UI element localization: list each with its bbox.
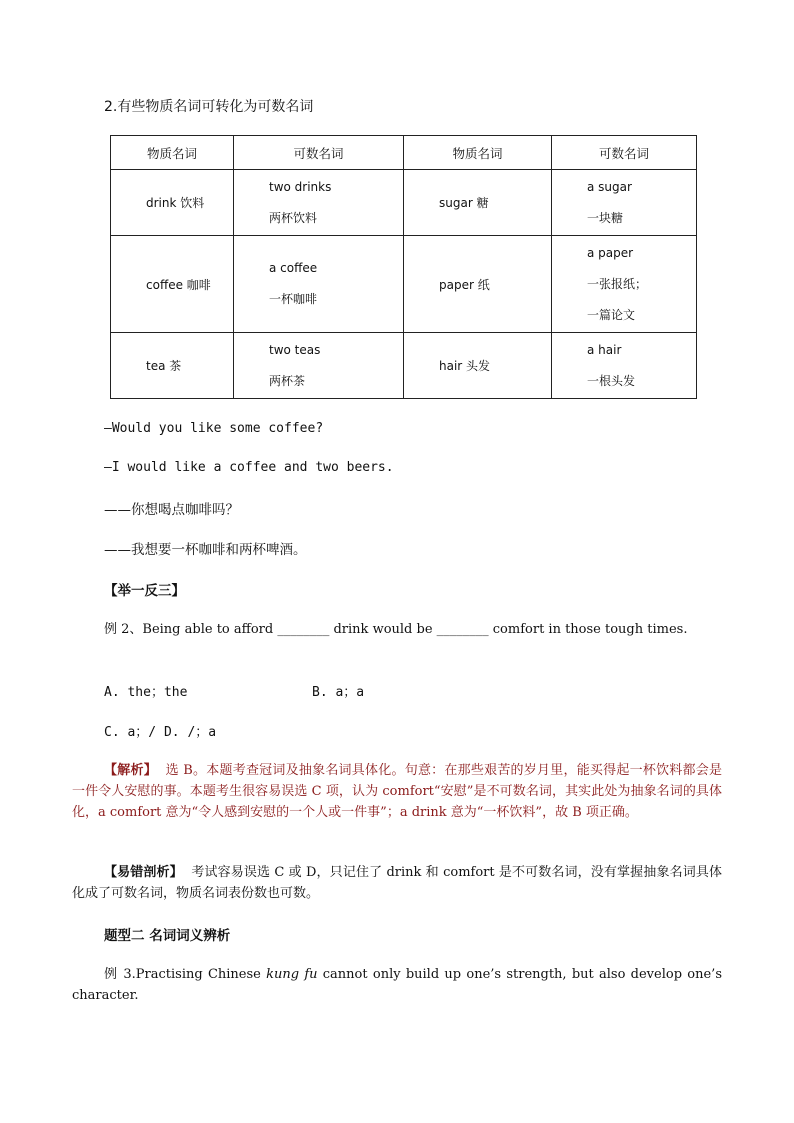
countable-cn: 一张报纸； <box>587 276 648 291</box>
countable-en: a hair <box>587 342 622 357</box>
material-cell: tea 茶 <box>111 333 234 399</box>
countable-en: a sugar <box>587 179 632 194</box>
example-2: 例 2、Being able to afford ________ drink would be ________ comfort in those tough times. <box>104 622 688 637</box>
dialogue-en-question: —Would you like some coffee? <box>104 421 324 436</box>
example-3-italic: kung fu <box>266 967 318 982</box>
example-3-suffix: cannot only build up one’s strength, but also develop one’s character. <box>72 967 722 1003</box>
countable-cell <box>552 236 697 333</box>
material-cell: paper 纸 <box>404 236 552 333</box>
option-c-d: C. a；/ D. /；a <box>104 725 217 740</box>
error-analysis-label: 【易错剖析】 <box>104 865 183 880</box>
header-material-1: 物质名词 <box>111 136 234 170</box>
type2-heading: 题型二 名词词义辨析 <box>104 928 231 944</box>
header-material-2: 物质名词 <box>404 136 552 170</box>
table-row <box>111 170 697 236</box>
table-row <box>111 333 697 399</box>
dialogue-cn-answer: ——我想要一杯咖啡和两杯啤酒。 <box>104 542 307 558</box>
countable-cn: 两杯茶 <box>269 373 306 388</box>
material-cell: coffee 咖啡 <box>111 236 234 333</box>
countable-cell <box>552 333 697 399</box>
countable-en: a coffee <box>269 261 318 275</box>
dialogue-en-answer: —I would like a coffee and two beers. <box>104 460 394 475</box>
countable-en: a paper <box>587 245 634 260</box>
countable-cn: 两杯饮料 <box>269 210 318 225</box>
countable-cn: 一杯咖啡 <box>269 292 318 306</box>
countable-cell <box>552 170 697 236</box>
option-a: A. the；the <box>104 685 188 700</box>
option-b: B. a；a <box>312 685 365 700</box>
countable-cell <box>234 333 404 399</box>
example-3 <box>72 964 722 1006</box>
error-analysis-paragraph <box>72 862 722 904</box>
countable-cn: 一块糖 <box>587 210 624 225</box>
countable-en: two drinks <box>269 179 332 194</box>
header-countable-2: 可数名词 <box>552 136 697 170</box>
countable-en: two teas <box>269 342 321 357</box>
countable-cell <box>234 236 404 333</box>
error-analysis-text: 考试容易误选 C 或 D，只记住了 drink 和 comfort 是不可数名词，没有掌握抽象名词具体化成了可数名词，物质名词表份数也可数。 <box>72 865 722 901</box>
material-cell: sugar 糖 <box>404 170 552 236</box>
analysis-text: 选 B。本题考查冠词及抽象名词具体化。句意：在那些艰苦的岁月里，能买得起一杯饮料都会是一件令人安慰的事。本题考生很容易误选 C 项，认为 comfort“安慰”是不可数名词，其实此处为抽象名词的具体化，a comfort 意为“令人感到安慰的一个人或一件事”；a drink 意为“一杯饮料”，故 B 项正确。 <box>72 763 722 820</box>
table-header-row <box>111 136 697 170</box>
material-cell: hair 头发 <box>404 333 552 399</box>
example-3-prefix: 例 3.Practising Chinese <box>104 967 267 982</box>
material-cell: drink 饮料 <box>111 170 234 236</box>
countable-cell <box>234 170 404 236</box>
countable-cn-2: 一篇论文 <box>587 307 636 322</box>
practice-heading: 【举一反三】 <box>104 583 185 599</box>
header-countable-1: 可数名词 <box>234 136 404 170</box>
table-row <box>111 236 697 333</box>
countable-cn: 一根头发 <box>587 373 636 388</box>
noun-table <box>110 135 697 399</box>
dialogue-cn-question: ——你想喝点咖啡吗？ <box>104 502 239 518</box>
section-heading: 2.有些物质名词可转化为可数名词 <box>104 99 314 115</box>
analysis-paragraph <box>72 760 722 823</box>
analysis-label: 【解析】 <box>104 763 157 778</box>
